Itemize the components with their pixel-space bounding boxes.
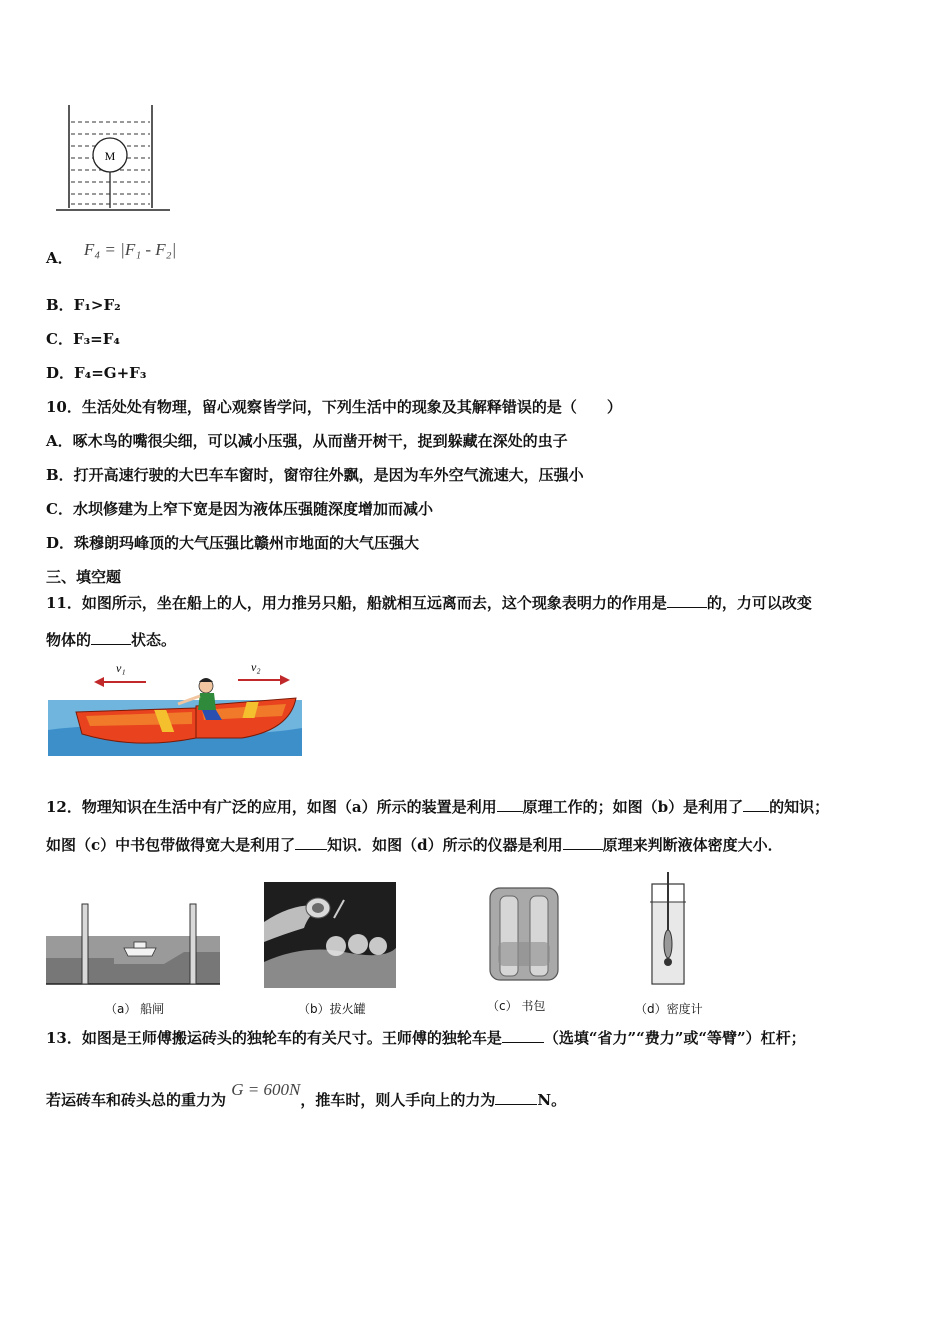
formula-f4: F₄ = |F₁ - F₂| — [83, 240, 177, 259]
caption-a: （a） 船闸 — [105, 1002, 165, 1016]
q10-option-d: D．珠穆朗玛峰顶的大气压强比赣州市地面的大气压强大 — [46, 534, 420, 552]
motor-label: M — [104, 149, 116, 163]
blank — [563, 835, 603, 850]
blank — [91, 630, 131, 645]
schoolbag-figure — [484, 882, 564, 986]
blank — [295, 835, 327, 850]
v1-label: v₁ — [116, 661, 126, 675]
q10-stem: 10．生活处处有物理，留心观察皆学问，下列生活中的现象及其解释错误的是（ ） — [46, 398, 622, 416]
q10-option-b: B．打开高速行驶的大巴车车窗时，窗帘往外飘，是因为车外空气流速大，压强小 — [46, 466, 584, 484]
q13-line2: 若运砖车和砖头总的重力为 G = 600N，推车时，则人手向上的力为 N。 — [46, 1080, 567, 1109]
ship-lock-figure — [44, 900, 224, 990]
caption-b: （b）拔火罐 — [298, 1002, 366, 1016]
cupping-figure — [264, 882, 396, 988]
blank — [667, 593, 707, 608]
beaker-figure — [52, 100, 174, 215]
q11-line2: 物体的 状态。 — [46, 631, 177, 649]
q10-option-c: C．水坝修建为上窄下宽是因为液体压强随深度增加而减小 — [46, 500, 433, 518]
blank — [497, 797, 523, 812]
q11-line1: 11．如图所示，坐在船上的人，用力推另只船，船就相互远离而去，这个现象表明力的作用是 的，力可以改变 — [46, 594, 812, 612]
blank — [495, 1090, 537, 1105]
hydrometer-figure — [646, 870, 690, 988]
section-heading: 三、填空题 — [46, 568, 122, 586]
q12-line1: 12．物理知识在生活中有广泛的应用，如图（a）所示的装置是利用 原理工作的；如图（b）是利用了 的知识； — [46, 798, 830, 816]
q10-option-a: A．啄木鸟的嘴很尖细，可以减小压强，从而凿开树干，捉到躲藏在深处的虫子 — [46, 432, 568, 450]
q9-option-a: A． F₄ = |F₁ - F₂| — [46, 240, 177, 267]
caption-c: （c） 书包 — [487, 999, 546, 1013]
blank — [502, 1028, 544, 1043]
q13-line1: 13．如图是王师傅搬运砖头的独轮车的有关尺寸。王师傅的独轮车是 （选填“省力”“费力”或“等臂”）杠杆； — [46, 1029, 806, 1047]
v2-label: v₂ — [251, 660, 261, 674]
q12-line2: 如图（c）中书包带做得宽大是利用了 知识．如图（d）所示的仪器是利用 原理来判断液体密度大小． — [46, 836, 783, 854]
blank — [743, 797, 769, 812]
q9-option-d: D．F₄=G+F₃ — [46, 364, 147, 382]
caption-d: （d）密度计 — [635, 1002, 703, 1016]
q9-option-c: C．F₃=F₄ — [46, 330, 120, 348]
q9-option-b: B．F₁>F₂ — [46, 296, 121, 314]
boats-figure — [46, 660, 302, 756]
formula-g: G = 600N — [231, 1080, 301, 1099]
